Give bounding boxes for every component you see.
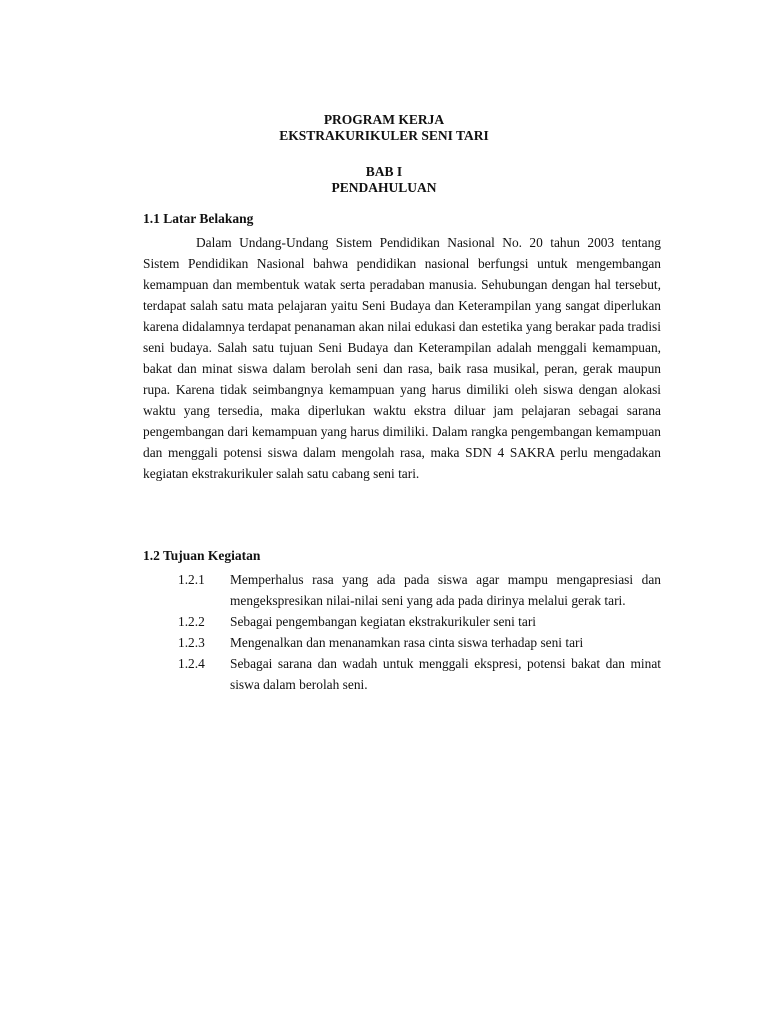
list-item-text: Memperhalus rasa yang ada pada siswa agar mampu mengapresiasi dan mengekspresikan nilai-nilai seni yang ada pada dirinya melalui gerak tari. xyxy=(230,572,661,608)
section-heading-tujuan-kegiatan: 1.2 Tujuan Kegiatan xyxy=(143,548,261,563)
list-item-text: Sebagai sarana dan wadah untuk menggali ekspresi, potensi bakat dan minat siswa dalam berolah seni. xyxy=(230,656,661,692)
title-line-1: PROGRAM KERJA xyxy=(323,112,445,127)
objectives-list xyxy=(0,569,768,695)
list-item-text: Mengenalkan dan menanamkan rasa cinta siswa terhadap seni tari xyxy=(230,635,584,650)
list-item xyxy=(0,569,768,611)
list-item xyxy=(0,632,768,653)
list-item-text: Sebagai pengembangan kegiatan ekstrakurikuler seni tari xyxy=(230,614,537,629)
title-line-2: EKSTRAKURIKULER SENI TARI xyxy=(279,128,489,143)
list-item-number: 1.2.1 xyxy=(178,572,205,587)
list-item-number: 1.2.3 xyxy=(178,635,205,650)
section-paragraph-latar-belakang: Dalam Undang-Undang Sistem Pendidikan Nasional No. 20 tahun 2003 tentang Sistem Pendidikan Nasional bahwa pendidikan nasional berfungsi untuk mengembangan kemampuan dan membentuk watak serta peradaban manusia. Sehubungan dengan hal tersebut, terdapat salah satu mata pelajaran yaitu Seni Budaya dan Keterampilan yang sangat diperlukan karena didalamnya terdapat penanaman akan nilai edukasi dan estetika yang berakar pada tradisi seni budaya. Salah satu tujuan Seni Budaya dan Keterampilan adalah menggali kemampuan, bakat dan minat siswa dalam berolah seni dan rasa, baik rasa musikal, peran, gerak maupun rupa. Karena tidak seimbangnya kemampuan yang harus dimiliki oleh siswa dengan alokasi waktu yang tersedia, maka diperlukan waktu ekstra diluar jam pelajaran sebagai sarana pengembangan dari kemampuan yang harus dimiliki. Dalam rangka pengembangan kemampuan dan menggali potensi siswa dalam mengolah rasa, maka SDN 4 SAKRA perlu mengadakan kegiatan ekstrakurikuler salah satu cabang seni tari. xyxy=(143,235,661,481)
list-item-number: 1.2.2 xyxy=(178,614,205,629)
document-title xyxy=(0,112,768,144)
chapter-title xyxy=(0,164,768,196)
section-heading-latar-belakang: 1.1 Latar Belakang xyxy=(143,211,254,226)
list-item xyxy=(0,653,768,695)
chapter-label: BAB I xyxy=(365,164,403,179)
list-item xyxy=(0,611,768,632)
list-item-number: 1.2.4 xyxy=(178,656,205,671)
chapter-name: PENDAHULUAN xyxy=(331,180,437,195)
